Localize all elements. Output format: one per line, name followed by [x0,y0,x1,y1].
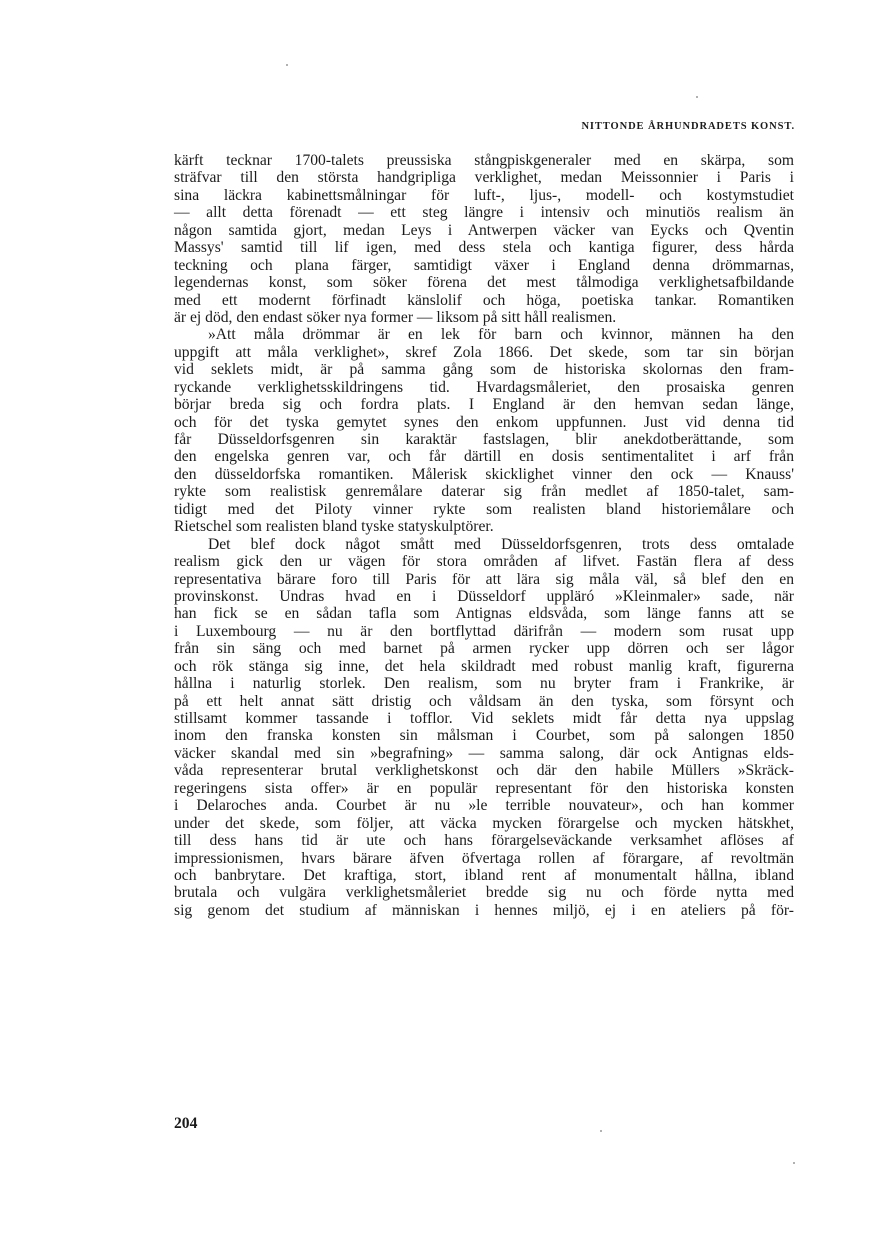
text-line: och banbrytare. Det kraftiga, stort, ibland rent af monumentalt hållna, ibland [174,866,794,884]
text-line: representativa bärare foro till Paris för att lära sig måla väl, så blef den en [174,570,794,588]
text-line: börjar breda sig och fordra plats. I England är den hemvan sedan länge, [174,396,794,414]
text-line: realism gick den ur vägen för stora områden af lifvet. Fastän flera af dess [174,553,794,571]
paper-speck [286,64,288,66]
text-line: legendernas konst, som söker förena det mest tålmodiga verklighetsafbildande [174,274,794,292]
page-number: 204 [174,1115,198,1132]
text-line: impressionismen, hvars bärare äfven öfvertaga rollen af förargare, af revoltmän [174,849,794,867]
text-line: den engelska genren var, och får därtill en dosis sentimentalitet i arf från [174,448,794,466]
text-line: och för det tyska gemytet synes den enkom uppfunnen. Just vid denna tid [174,413,794,431]
paragraph-1 [174,152,794,326]
paragraph-3 [174,536,794,920]
text-line: och rök stänga sig inne, det hela skildradt med robust manlig kraft, figurerna [174,657,794,675]
text-line: Massys' samtid till lif igen, med dess stela och kantiga figurer, dess hårda [174,239,794,257]
text-line: regeringens sista offer» är en populär representant för den historiska konsten [174,779,794,797]
text-line: brutala och vulgära verklighetsmåleriet bredde sig nu och förde nytta med [174,884,794,902]
text-line: under det skede, som följer, att väcka mycken förargelse och mycken hätskhet, [174,814,794,832]
text-line: rykte som realistisk genremålare daterar sig från medlet af 1850-talet, sam- [174,483,794,501]
text-line: den düsseldorfska romantiken. Målerisk skicklighet vinner den ock — Knauss' [174,465,794,483]
text-line: sig genom det studium af människan i hennes miljö, ej i en ateliers på för- [174,901,794,919]
paper-speck [600,1130,602,1132]
text-line: hållna i naturlig storlek. Den realism, som nu bryter fram i Frankrike, är [174,675,794,693]
body-text [174,152,794,919]
text-line: inom den franska konsten sin målsman i Courbet, som på salongen 1850 [174,727,794,745]
text-line: någon samtida gjort, medan Leys i Antwerpen väcker van Eycks och Qventin [174,221,794,239]
text-line: uppgift att måla verklighet», skref Zola 1866. Det skede, som tar sin början [174,343,794,361]
text-line: sträfvar till den största handgripliga verklighet, medan Meissonnier i Paris i [174,169,794,187]
text-line: ryckande verklighetsskildringens tid. Hvardagsmåleriet, den prosaiska genren [174,378,794,396]
text-line: i Luxembourg — nu är den bortflyttad därifrån — modern som rusat upp [174,622,794,640]
paper-speck [793,1162,795,1164]
text-line: teckning och plana färger, samtidigt växer i England denna drömmarnas, [174,256,794,274]
text-line: provinskonst. Undras hvad en i Düsseldorf uppläró »Kleinmaler» sade, när [174,587,794,605]
text-line: väcker skandal med sin »begrafning» — samma salong, där ock Antignas elds- [174,744,794,762]
text-line: med ett modernt förfinadt känslolif och höga, poetiska tankar. Romantiken [174,291,794,309]
running-header: NITTONDE ÅRHUNDRADETS KONST. [581,121,795,132]
text-line: »Att måla drömmar är en lek för barn och kvinnor, männen ha den [208,326,794,344]
text-line: kärft tecknar 1700-talets preussiska stångpiskgeneraler med en skärpa, som [174,152,794,169]
text-line: han fick se en sådan tafla som Antignas eldsvåda, som länge fanns att se [174,605,794,623]
text-line: sina läckra kabinettsmålningar för luft-, ljus-, modell- och kostymstudiet [174,186,794,204]
text-line: våda representerar brutal verklighetskonst och där den habile Müllers »Skräck- [174,762,794,780]
text-line: — allt detta förenadt — ett steg längre i intensiv och minutiös realism än [174,204,794,222]
paper-speck [696,96,698,98]
text-line: Rietschel som realisten bland tyske statyskulptörer. [174,518,494,536]
text-line: vid seklets midt, är på samma gång som de historiska skolornas den fram- [174,361,794,379]
text-line: från sin säng och med barnet på armen rycker upp dörren och ser lågor [174,640,794,658]
text-line: till dess hans tid är ute och hans förargelseväckande verksamhet aflöses af [174,832,794,850]
text-line: stillsamt kommer tassande i tofflor. Vid seklets midt får detta nya uppslag [174,710,794,727]
text-line: Det blef dock något smått med Düsseldorfsgenren, trots dess omtalade [208,535,794,553]
text-line: på ett helt annat sätt dristig och våldsam än den tyska, som försynt och [174,692,794,710]
text-line: tidigt med det Piloty vinner rykte som realisten bland historiemålare och [174,500,794,518]
text-line: är ej död, den endast söker nya former — liksom på sitt håll realismen. [174,308,617,326]
text-line: i Delaroches anda. Courbet är nu »le terrible nouvateur», och han kommer [174,797,794,815]
paragraph-2 [174,326,794,535]
text-line: får Düsseldorfsgenren sin karaktär fastslagen, blir anekdotberättande, som [174,431,794,448]
